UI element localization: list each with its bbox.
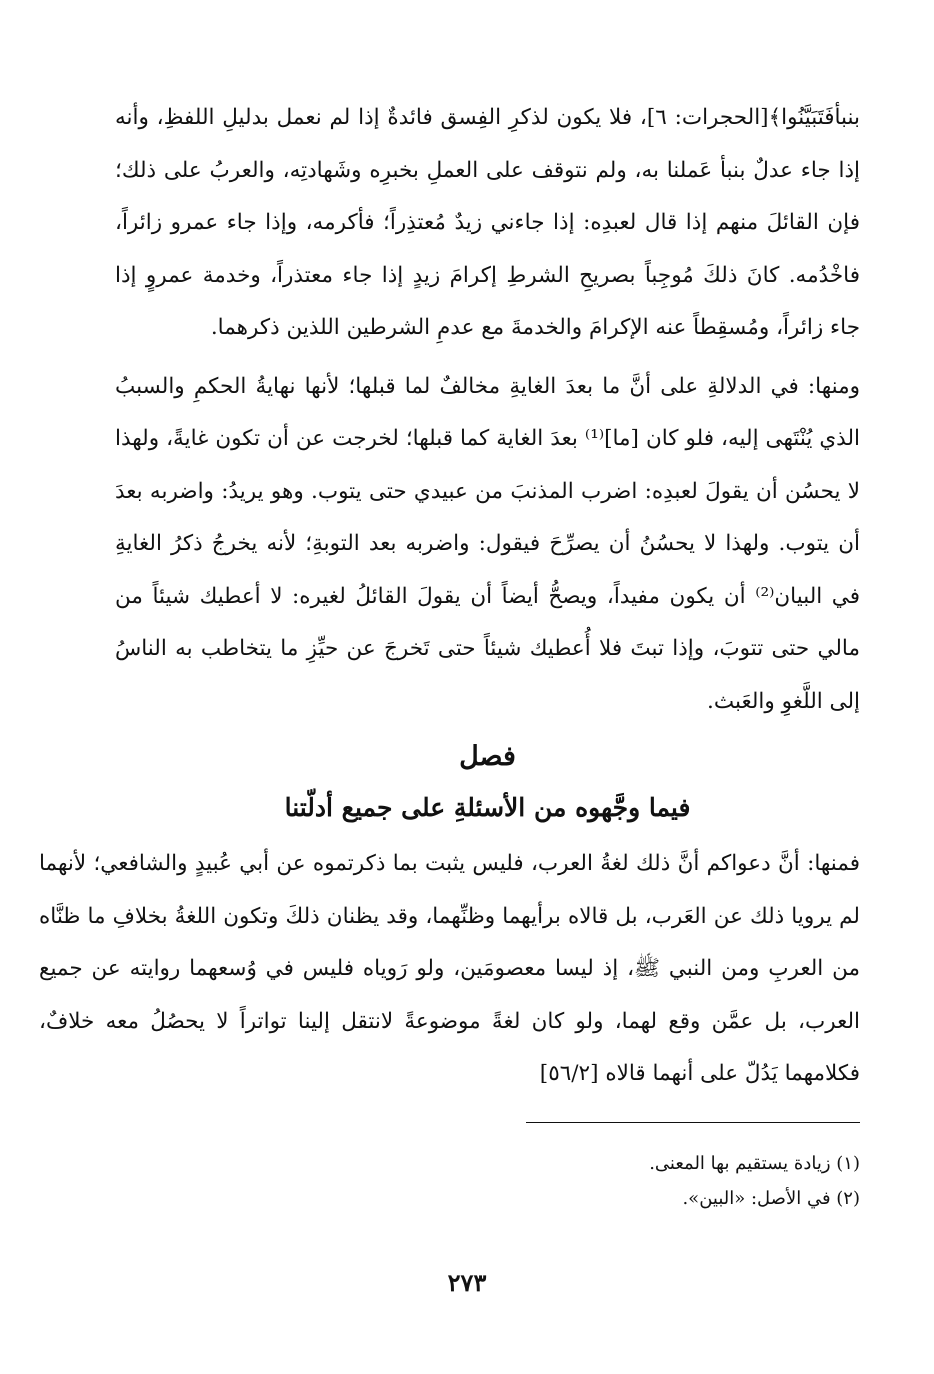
footnote-2: (٢) في الأصل: «البين». (682, 1188, 860, 1209)
footnotes (115, 1146, 860, 1216)
paragraph-2: ومنها: في الدلالةِ على أنَّ ما بعدَ الغايةِ مخالفٌ لما قبلها؛ لأنها نهايةُ الحكمِ والسببُ الذي يُنْتَهى إليه، فلو كان [ما]⁽¹⁾ بعدَ الغاية كما قبلها؛ لخرجت عن أن تكون غايةً، ولهذا لا يحسُن أن يقولَ لعبدِه: اضرب المذنبَ من عبيدي حتى يتوب. وهو يريدُ: واضربه بعدَ أن يتوب. ولهذا لا يحسُنُ أن يصرِّحَ فيقول: واضربه بعد التوبةِ؛ لأنه يخرجُ ذكرُ الغايةِ في البيان⁽²⁾ أن يكون مفيداً، ويصحُّ أيضاً أن يقولَ القائلُ لغيره: لا أعطيك شيئاً من مالي حتى تتوبَ، وإذا تبتَ فلا أُعطيك شيئاً حتى تَخرجَ عن حيِّزِ ما يتخاطب به الناسُ إلى اللَّغوِ والعَبث. (115, 373, 861, 714)
section-heading: فصل (459, 741, 516, 772)
page-body (39, 92, 861, 1101)
paragraph-3 (39, 838, 860, 1101)
section-subheading: فيما وجَّهوه من الأسئلةِ على جميع أدلّتنا (284, 793, 691, 822)
paragraph-3-text: فمنها: أنَّ دعواكم أنَّ ذلك لغةُ العرب، فليس يثبت بما ذكرتموه عن أبي عُبيدٍ والشافعي؛ لأنهما لم يرويا ذلك عن العَرب، بل قالاه برأيهما وظنِّهما، وقد يظنان ذلكَ وتكون اللغةُ بخلافِ ما ظنَّاه من العربِ ومن النبي ﷺ، إذ ليسا معصومَين، ولو رَوياه فليس في وُسعهما روايته عن جميع العرب، بل عمَّن وقع لهما، ولو كان لغةً موضوعةً لانتقل إلينا تواتراً لا يحصُلُ معه خلافٌ، فكلامهما يَدُلّ على أنهما قالاه (39, 851, 860, 1086)
footnote-divider (526, 1122, 860, 1123)
paragraph-1: بنبأفَتَبَيَّنُوا﴾[الحجرات: ٦]، فلا يكون لذكرِ الفِسق فائدةٌ إذا لم نعمل بدليلِ اللفظِ، وأنه إذا جاء عدلٌ بنبأ عَملنا به، ولم نتوقف على العملِ بخبرِه وشَهادتِه، والعربُ على ذلك؛ فإن القائلَ منهم إذا قال لعبدِه: إذا جاءني زيدٌ مُعتذِراً؛ فأكرمه، وإذا جاء عمرو زائراً، فاخْدُمه. كانَ ذلكَ مُوجِباً بصريحِ الشرطِ إكرامَ زيدٍ إذا جاء معتذراً، وخدمة عمروٍ إذا جاء زائراً، ومُسقِطاً عنه الإكرامَ والخدمةَ مع عدمِ الشرطين اللذين ذكرهما. (115, 105, 860, 340)
margin-reference: [٥٦/٢] (539, 1061, 599, 1086)
footnote-1: (١) زيادة يستقيم بها المعنى. (649, 1153, 860, 1174)
page-number: ٢٧٣ (447, 1268, 487, 1297)
